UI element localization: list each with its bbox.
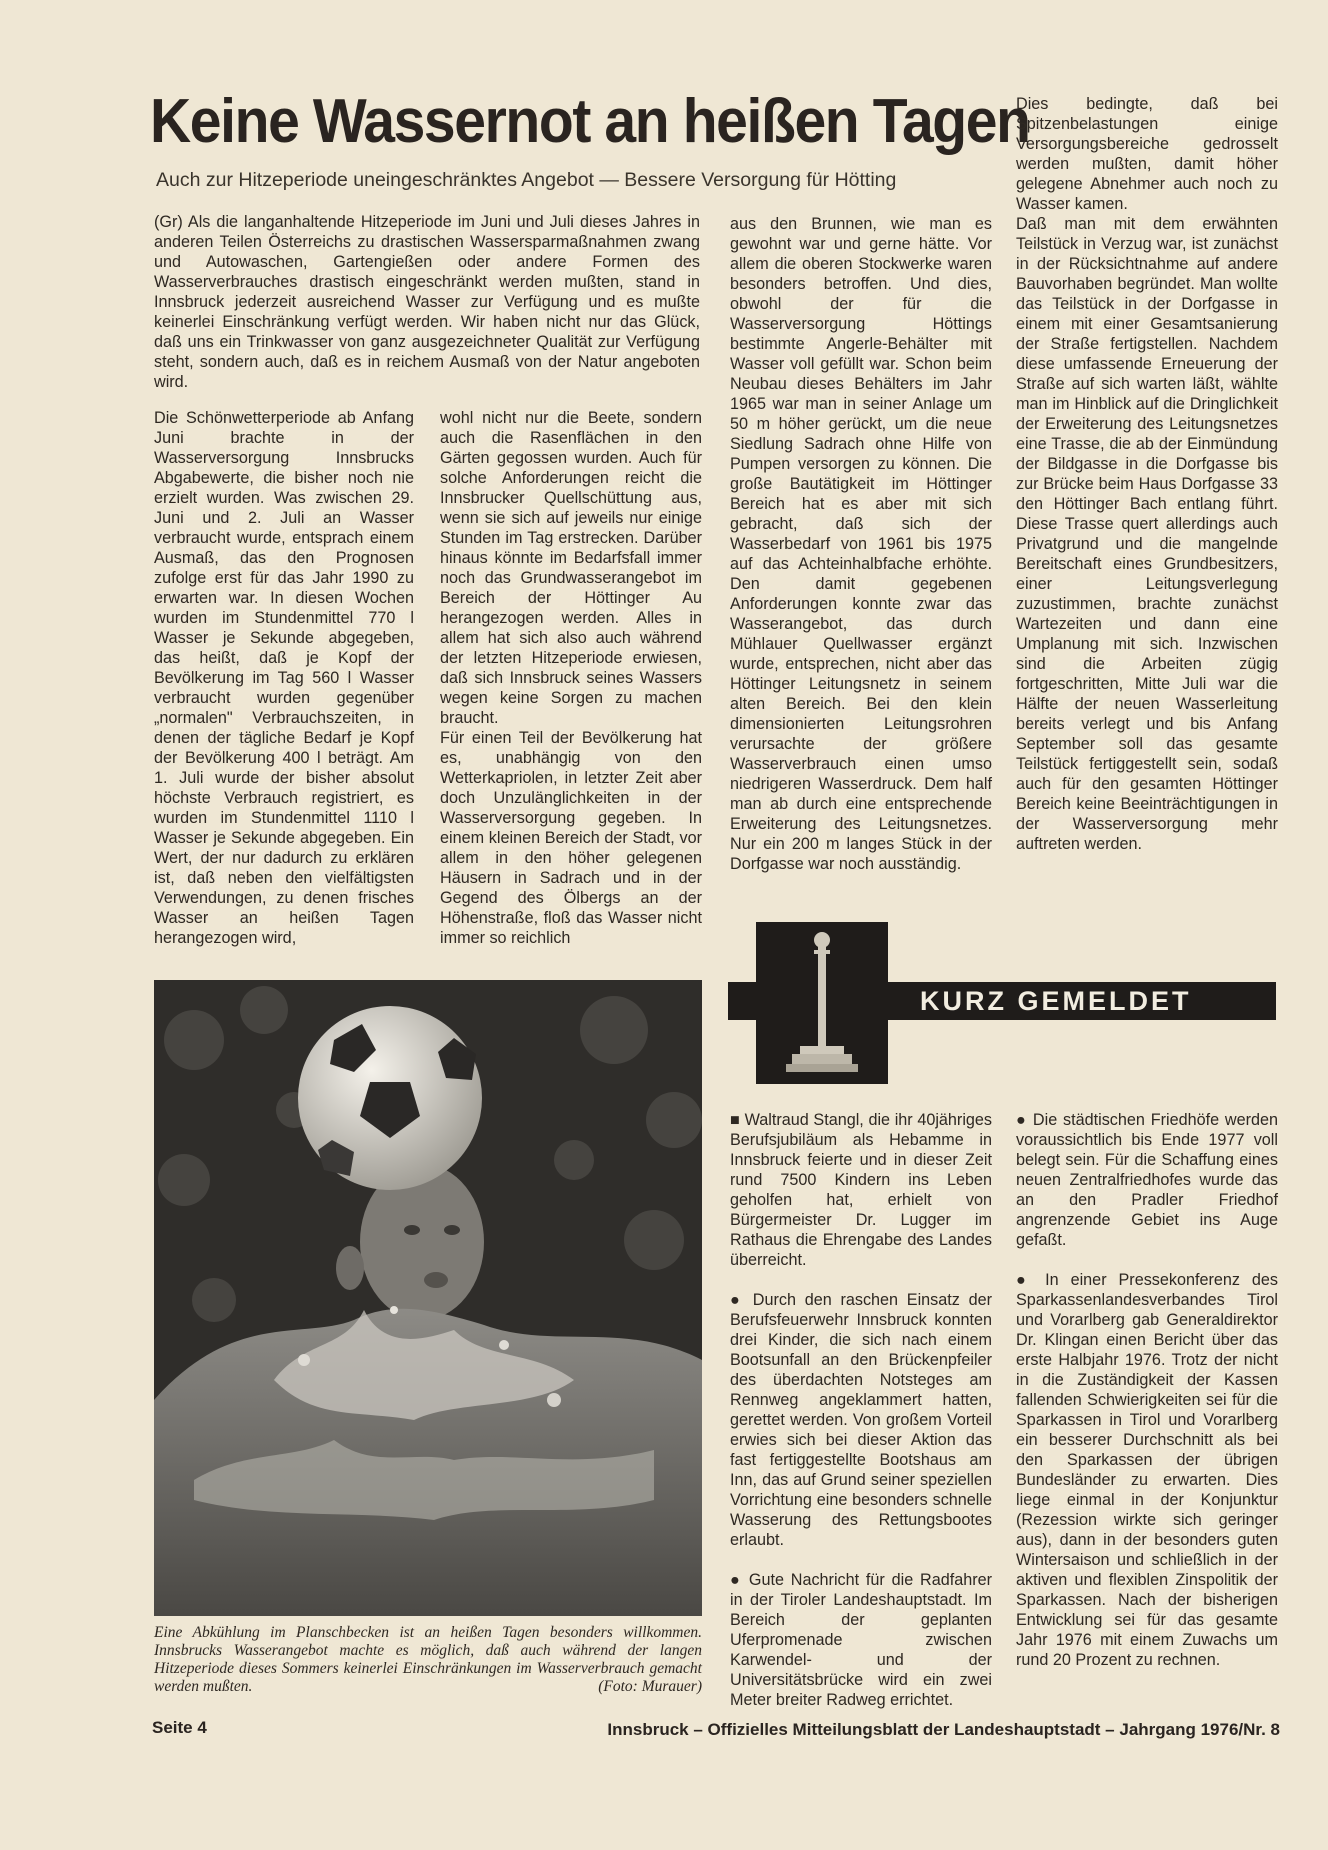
article-intro xyxy=(154,212,700,392)
news-item xyxy=(730,1290,992,1550)
kurz-gemeldet-emblem xyxy=(756,922,888,1084)
article-headline: Keine Wassernot an heißen Tagen xyxy=(150,87,1030,156)
news-item-text: Gute Nachricht für die Radfahrer in der Tiroler Landeshauptstadt. Im Bereich der geplanten Uferpromenade zwischen Karwendel- und der Universitätsbrücke wird ein zwei Meter breiter Radweg errichtet. xyxy=(730,1571,992,1709)
article-photo xyxy=(154,980,702,1616)
photo-illustration xyxy=(154,980,702,1616)
intro-paragraph: (Gr) Als die langanhaltende Hitzeperiode im Juni und Juli dieses Jahres in anderen Teilen Österreichs zu drastischen Wassersparmaßnahmen zwang und Autowaschen, Gartengießen oder andere Formen des Wasserverbrauches drastisch eingeschränkt werden mußten, stand in Innsbruck jederzeit ausreichend Wasser zur Verfügung und es mußte keinerlei Einschränkung verfügt werden. Wir haben nicht nur das Glück, daß uns ein Trinkwasser von ganz ausgezeichneter Qualität zur Verfügung steht, sondern auch, daß es in reichem Ausmaß von der Natur angeboten wird. xyxy=(154,213,700,391)
column-2-paragraph-b: Für einen Teil der Bevölkerung hat es, unabhängig von den Wetterkapriolen, in letzter Zeit aber doch Unzulänglichkeiten in der Wasserversorgung gegeben. In einem kleinen Bereich der Stadt, vor allem in den höher gelegenen Häusern in Sadrach und in der Gegend des Ölbergs an der Höhenstraße, floß das Wasser nicht immer so reichlich xyxy=(440,729,702,947)
bullet-dot-icon: ● xyxy=(730,1571,743,1589)
bullet-dot-icon: ● xyxy=(730,1291,745,1309)
photo-credit: (Foto: Murauer) xyxy=(598,1678,702,1695)
news-item-text: Die städtischen Friedhöfe werden voraussichtlich bis Ende 1977 voll belegt sein. Für die Schaffung eines neuen Zentralfriedhofes wurde das an den Pradler Friedhof angrenzende Gebiet ins Auge gefaßt. xyxy=(1016,1111,1278,1249)
water-splash xyxy=(154,1306,702,1616)
news-item xyxy=(730,1110,992,1270)
bullet-dot-icon: ● xyxy=(1016,1111,1028,1129)
column-1-paragraph: Die Schönwetterperiode ab Anfang Juni brachte in der Wasserversorgung Innsbrucks Abgabewerte, die bisher noch nie erzielt wurden. Was zwischen 29. Juni und 2. Juli an Wasser verbraucht wurde, entsprach einem Ausmaß, das den Prognosen zufolge erst für das Jahr 1990 zu erwarten war. In diesen Wochen wurden im Stundenmittel 770 l Wasser je Sekunde abgegeben, das heißt, daß je Kopf der Bevölkerung im Tag 560 l Wasser verbraucht wurden gegenüber „normalen" Verbrauchszeiten, in denen der tägliche Bedarf je Kopf der Bevölkerung 400 l beträgt. Am 1. Juli wurde der bisher absolut höchste Verbrauch registriert, es wurden im Stundenmittel 1110 l Wasser je Sekunde abgegeben. Ein Wert, der nur dadurch zu erklären ist, daß neben den vielfältigsten Verwendungen, zu denen frisches Wasser an heißen Tagen herangezogen wird, xyxy=(154,409,414,947)
bullet-dot-icon: ● xyxy=(1016,1271,1034,1289)
football xyxy=(298,1006,482,1190)
news-item xyxy=(730,1570,992,1710)
article-column-2 xyxy=(440,408,702,948)
publication-footer xyxy=(598,1720,1280,1740)
article-column-1 xyxy=(154,408,414,948)
kurz-news-right xyxy=(1016,1110,1278,1690)
photo-caption xyxy=(154,1624,702,1696)
news-item-text: In einer Pressekonferenz des Sparkassenlandesverbandes Tirol und Vorarlberg gab Generaldirektor Dr. Klingan einen Bericht über das erste Halbjahr 1976. Trotz der nicht in die Zuständigkeit der Kassen fallenden Schwierigkeiten sei für die Sparkassen in Tirol und Vorarlberg ein besserer Durchschnitt als bei den Sparkassen der übrigen Bundesländer zu erwarten. Dies liege einmal in der Konjunktur (Rezession wirkte sich geringer aus), dann in der besonders guten Wintersaison und schließlich in der aktiven und flexiblen Zinspolitik der Sparkassen. Nach der bisherigen Entwicklung sei für das gesamte Jahr 1976 mit einem Zuwachs um rund 20 Prozent zu rechnen. xyxy=(1016,1271,1279,1669)
page-number: Seite 4 xyxy=(152,1718,207,1737)
news-item xyxy=(1016,1270,1278,1670)
article-subheadline: Auch zur Hitzeperiode uneingeschränktes Angebot — Bessere Versorgung für Hötting xyxy=(156,169,897,191)
column-2-paragraph-a: wohl nicht nur die Beete, sondern auch die Rasenflächen in den Gärten gegossen wurden. Auch für solche Anforderungen reicht die Innsbrucker Quellschüttung aus, wenn sie sich auf jeweils nur einige Stunden im Tag erstrecken. Darüber hinaus könnte im Bedarfsfall immer noch das Grundwasserangebot im Bereich der Höttinger Au herangezogen werden. Alles in allem hat sich also auch während der letzten Hitzeperiode erwiesen, daß sich Innsbruck seines Wassers wegen keine Sorgen zu machen braucht. xyxy=(440,409,702,727)
publication-title: Innsbruck – Offizielles Mitteilungsblatt der Landeshauptstadt – Jahrgang 1976/Nr. 8 xyxy=(607,1720,1280,1739)
news-item xyxy=(1016,1110,1278,1250)
bullet-square-icon: ■ xyxy=(730,1111,740,1129)
news-item-text: Durch den raschen Einsatz der Berufsfeuerwehr Innsbruck konnten drei Kinder, die sich nach einem Bootsunfall an den Brückenpfeiler des überdachten Notsteges am Rennweg angeklammert hatten, gerettet werden. Von großem Vorteil erwies sich bei dieser Aktion das fast fertiggestellte Bootshaus am Inn, das auf Grund seiner speziellen Vorrichtung eine besonders schnelle Wasserung des Rettungsbootes erlaubt. xyxy=(730,1291,993,1549)
photo-caption-text: Eine Abkühlung im Planschbecken ist an heißen Tagen besonders willkommen. Innsbrucks Wasserangebot machte es möglich, daß auch während der langen Hitzeperiode dieses Sommers keinerlei Einschränkungen im Wasserverbrauch gemacht werden mußten. xyxy=(154,1624,702,1695)
column-3-paragraph: aus den Brunnen, wie man es gewohnt war und gerne hätte. Vor allem die oberen Stockwerke waren besonders betroffen. Und dies, obwohl der für die Wasserversorgung Höttings bestimmte Angerle-Behälter mit Wasser voll gefüllt war. Schon beim Neubau dieses Behälters im Jahr 1965 war man in seiner Anlage um 50 m höher gerückt, um die neue Siedlung Sadrach ohne Hilfe von Pumpen versorgen zu können. Die große Bautätigkeit im Höttinger Bereich hat es aber mit sich gebracht, daß sich der Wasserbedarf von 1961 bis 1975 auf das Achteinhalbfache erhöhte. Den damit gegebenen Anforderungen konnte zwar das Wasserangebot, das durch Mühlauer Quellwasser ergänzt wurde, entsprechen, nicht aber das Höttinger Leitungsnetz in seinem alten Bereich. Bei den klein dimensionierten Leitungsrohren verursachte der größere Wasserverbrauch einen umso niedrigeren Wasserdruck. Dem half man ab durch eine entsprechende Erweiterung des Leitungsnetzes. Nur ein 200 m langes Stück in der Dorfgasse war noch ausständig. xyxy=(730,215,992,873)
news-item-text: Waltraud Stangl, die ihr 40jähriges Berufsjubiläum als Hebamme in Innsbruck feierte und in dieser Zeit rund 7500 Kindern ins Leben geholfen hat, erhielt von Bürgermeister Dr. Lugger im Rathaus die Ehrengabe des Landes überreicht. xyxy=(730,1111,993,1269)
column-4-paragraph-b: Daß man mit dem erwähnten Teilstück in Verzug war, ist zunächst in der Rücksichtnahme auf andere Bauvorhaben begründet. Man wollte das Teilstück in der Dorfgasse in einem mit einer Gesamtsanierung der Straße fertigstellen. Nachdem diese umfassende Erneuerung der Straße auf sich warten läßt, wählte man im Hinblick auf die Dringlichkeit der Erweiterung des Leitungsnetzes eine Trasse, die ab der Einmündung der Bildgasse in die Dorfgasse bis zur Brücke beim Haus Dorfgasse 33 den Höttinger Bach entlang führt. Diese Trasse quert allerdings auch Privatgrund und die mangelnde Bereitschaft eines Grundbesitzers, einer Leitungsverlegung zuzustimmen, brachte zunächst Wartezeiten und dann eine Umplanung mit sich. Inzwischen sind die Arbeiten zügig fortgeschritten, Mitte Juli war die Hälfte der neuen Wasserleitung bereits verlegt und bis Anfang September soll das gesamte Teilstück fertiggestellt sein, sodaß auch für den gesamten Höttinger Bereich keine Beeinträchtigungen in der Wasserversorgung mehr auftreten werden. xyxy=(1016,215,1278,853)
kurz-gemeldet-title: KURZ GEMELDET xyxy=(920,986,1192,1016)
column-monument-icon xyxy=(756,922,888,1084)
article-column-3 xyxy=(730,214,992,874)
article-column-4 xyxy=(1016,94,1278,854)
kurz-news-left xyxy=(730,1110,992,1730)
column-4-paragraph-a: Dies bedingte, daß bei Spitzenbelastungen einige Versorgungsbereiche gedrosselt werden mußten, damit höher gelegene Abnehmer auch noch zu Wasser kamen. xyxy=(1016,95,1278,213)
